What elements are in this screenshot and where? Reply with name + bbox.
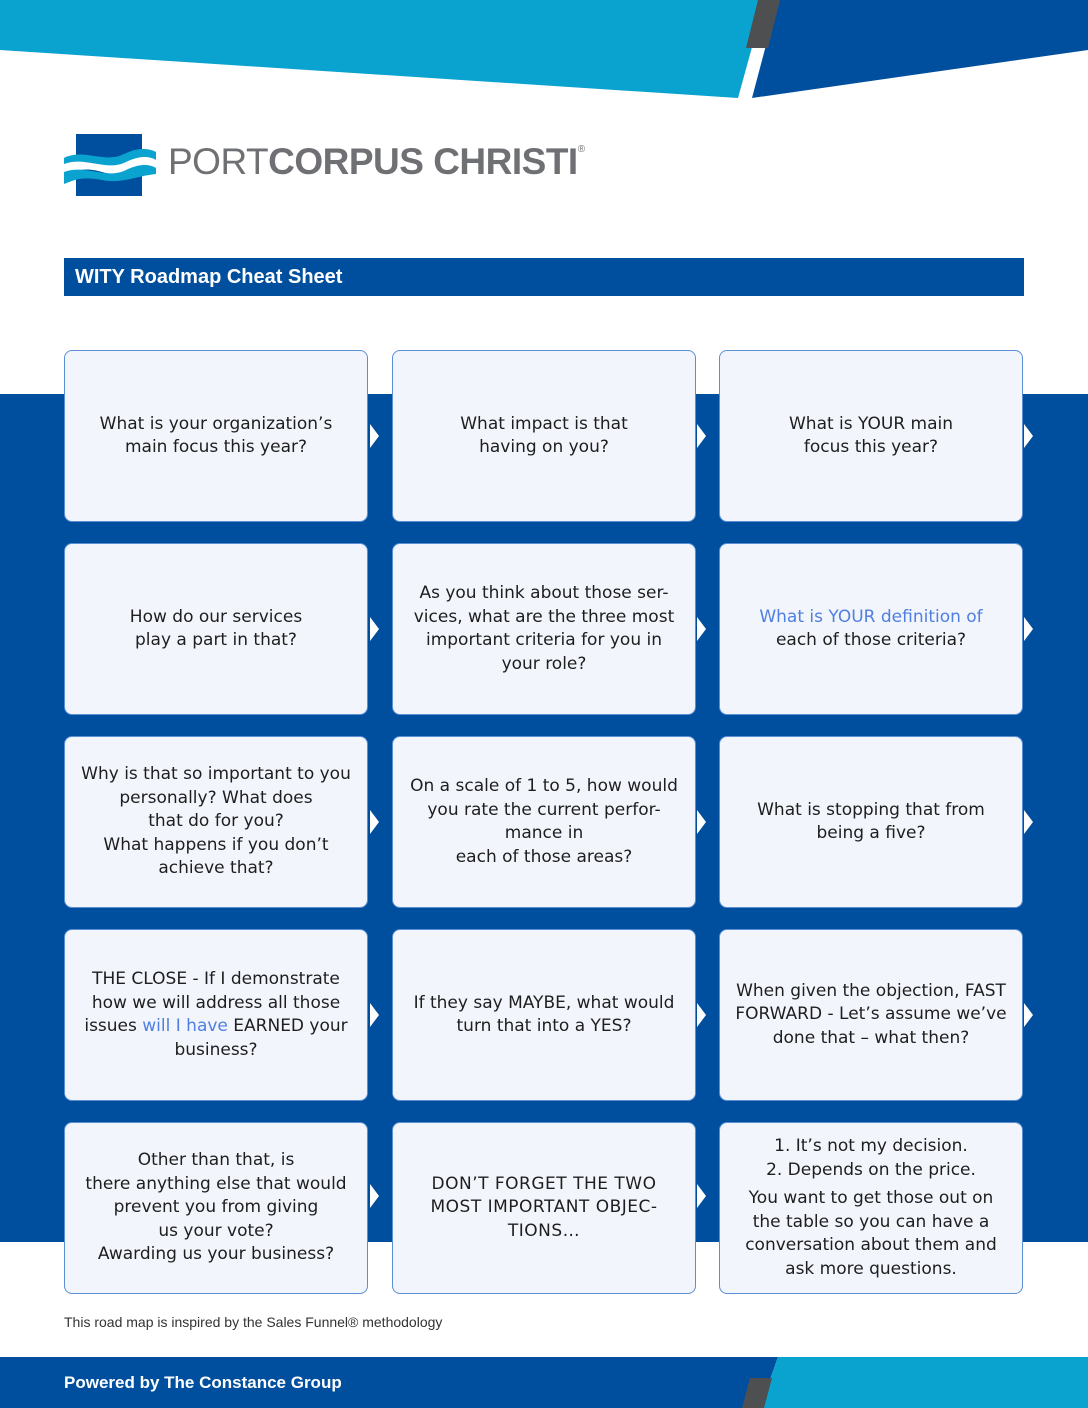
card-line: What is your organization’s <box>99 413 333 434</box>
card-line: What impact is that <box>460 413 628 434</box>
card-text <box>414 992 675 1039</box>
roadmap-card-11 <box>392 929 696 1101</box>
card-line: MOST IMPORTANT OBJEC- <box>430 1197 658 1218</box>
arrow-right-icon <box>697 810 706 834</box>
header-banner-cyan <box>0 0 765 98</box>
card-line: You want to get those out on <box>748 1188 994 1208</box>
arrow-right-icon <box>697 1184 706 1208</box>
card-line: TIONS… <box>507 1220 581 1241</box>
card-text <box>130 606 302 653</box>
card-line: prevent you from giving <box>113 1197 319 1218</box>
card-line: As you think about those ser- <box>419 583 669 603</box>
card-line: conversation about them and <box>745 1235 997 1255</box>
port-logo-wave-icon <box>64 134 156 196</box>
card-line: Why is that so important to you <box>81 764 351 785</box>
page-title: WITY Roadmap Cheat Sheet <box>75 266 343 288</box>
footnote: This road map is inspired by the Sales Funnel® methodology <box>64 1314 443 1330</box>
roadmap-card-14 <box>392 1122 696 1294</box>
card-text <box>85 1149 346 1267</box>
arrow-right-icon <box>697 424 706 448</box>
card-line: Other than that, is <box>137 1150 295 1171</box>
card-highlight-line: What is YOUR definition of <box>759 606 983 627</box>
card-text <box>757 799 985 846</box>
objection-item: 2. Depends on the price. <box>766 1159 976 1180</box>
arrow-right-icon <box>1024 810 1033 834</box>
roadmap-card-1 <box>64 350 368 522</box>
roadmap-card-10 <box>64 929 368 1101</box>
card-line: being a five? <box>816 823 926 843</box>
card-line: how we will address all those <box>91 992 341 1013</box>
card-text <box>84 968 347 1062</box>
card-line: business? <box>174 1039 258 1060</box>
card-line: your role? <box>501 653 587 674</box>
card-line: there anything else that would <box>85 1173 347 1194</box>
card-text <box>430 1173 657 1244</box>
card-line: What is YOUR main <box>788 413 954 434</box>
arrow-right-icon <box>697 617 706 641</box>
card-text <box>745 1135 997 1281</box>
card-line: ask more questions. <box>785 1258 957 1279</box>
footer-band-cyan <box>760 1357 1088 1408</box>
card-line: When given the objection, FAST <box>736 980 1006 1001</box>
card-line: each of those criteria? <box>775 630 967 650</box>
header-banner-blue <box>752 0 1088 98</box>
title-bar <box>64 258 1024 296</box>
card-line: personally? What does <box>119 787 313 808</box>
card-text <box>410 775 678 869</box>
card-line: the table so you can have a <box>752 1211 990 1232</box>
arrow-right-icon <box>370 424 379 448</box>
arrow-right-icon <box>1024 424 1033 448</box>
arrow-right-icon <box>697 1003 706 1027</box>
card-line: If they say MAYBE, what would <box>413 992 675 1013</box>
card-highlight-phrase: will I have <box>142 1016 228 1036</box>
card-line-part: issues <box>84 1016 143 1036</box>
card-line: each of those areas? <box>455 846 633 867</box>
logo-word-port: PORT <box>168 141 269 182</box>
card-line: main focus this year? <box>124 437 308 457</box>
card-line: How do our services <box>129 606 303 627</box>
roadmap-card-9 <box>719 736 1023 908</box>
roadmap-card-4 <box>64 543 368 715</box>
card-line: you rate the current perfor- <box>427 799 661 820</box>
card-line: having on you? <box>479 437 609 457</box>
arrow-right-icon <box>370 617 379 641</box>
arrow-right-icon <box>370 1003 379 1027</box>
card-line: us your vote? <box>158 1220 274 1241</box>
card-text <box>100 413 333 460</box>
card-line: that do for you? <box>148 811 284 832</box>
arrow-right-icon <box>1024 617 1033 641</box>
card-line: vices, what are the three most <box>413 606 675 627</box>
logo-word-corpus-christi: CORPUS CHRISTI <box>268 141 578 182</box>
arrow-right-icon <box>1024 1003 1033 1027</box>
card-text <box>81 763 351 881</box>
roadmap-card-13 <box>64 1122 368 1294</box>
card-line: focus this year? <box>803 437 939 457</box>
roadmap-card-8 <box>392 736 696 908</box>
footer-powered-by: Powered by The Constance Group <box>64 1373 342 1392</box>
roadmap-card-15 <box>719 1122 1023 1294</box>
card-line: achieve that? <box>158 858 274 879</box>
roadmap-card-6 <box>719 543 1023 715</box>
card-text <box>414 582 674 676</box>
card-line: play a part in that? <box>135 630 297 650</box>
card-text <box>460 413 628 460</box>
roadmap-card-7 <box>64 736 368 908</box>
card-line: THE CLOSE - If I demonstrate <box>92 969 340 989</box>
card-line: On a scale of 1 to 5, how would <box>410 776 678 796</box>
roadmap-card-5 <box>392 543 696 715</box>
card-line: FORWARD - Let’s assume we’ve <box>735 1004 1007 1025</box>
card-line: done that – what then? <box>772 1027 970 1048</box>
port-logo-wordmark <box>168 140 585 184</box>
arrow-right-icon <box>370 1184 379 1208</box>
card-line: important criteria for you in <box>425 630 662 650</box>
card-line <box>84 1015 347 1039</box>
card-line: DON’T FORGET THE TWO <box>431 1173 657 1194</box>
card-line: Awarding us your business? <box>97 1244 335 1265</box>
card-line-part: EARNED your <box>227 1016 348 1036</box>
card-line: mance in <box>504 823 584 843</box>
arrow-right-icon <box>370 810 379 834</box>
card-line: What happens if you don’t <box>103 834 329 855</box>
card-line: What is stopping that from <box>757 799 985 820</box>
roadmap-card-12 <box>719 929 1023 1101</box>
card-text <box>759 606 982 653</box>
logo-registered-mark: ® <box>577 144 585 155</box>
card-line: turn that into a YES? <box>456 1016 632 1036</box>
objection-item: 1. It’s not my decision. <box>774 1136 968 1156</box>
card-text <box>735 980 1006 1051</box>
card-text <box>789 413 953 460</box>
roadmap-card-3 <box>719 350 1023 522</box>
roadmap-card-2 <box>392 350 696 522</box>
